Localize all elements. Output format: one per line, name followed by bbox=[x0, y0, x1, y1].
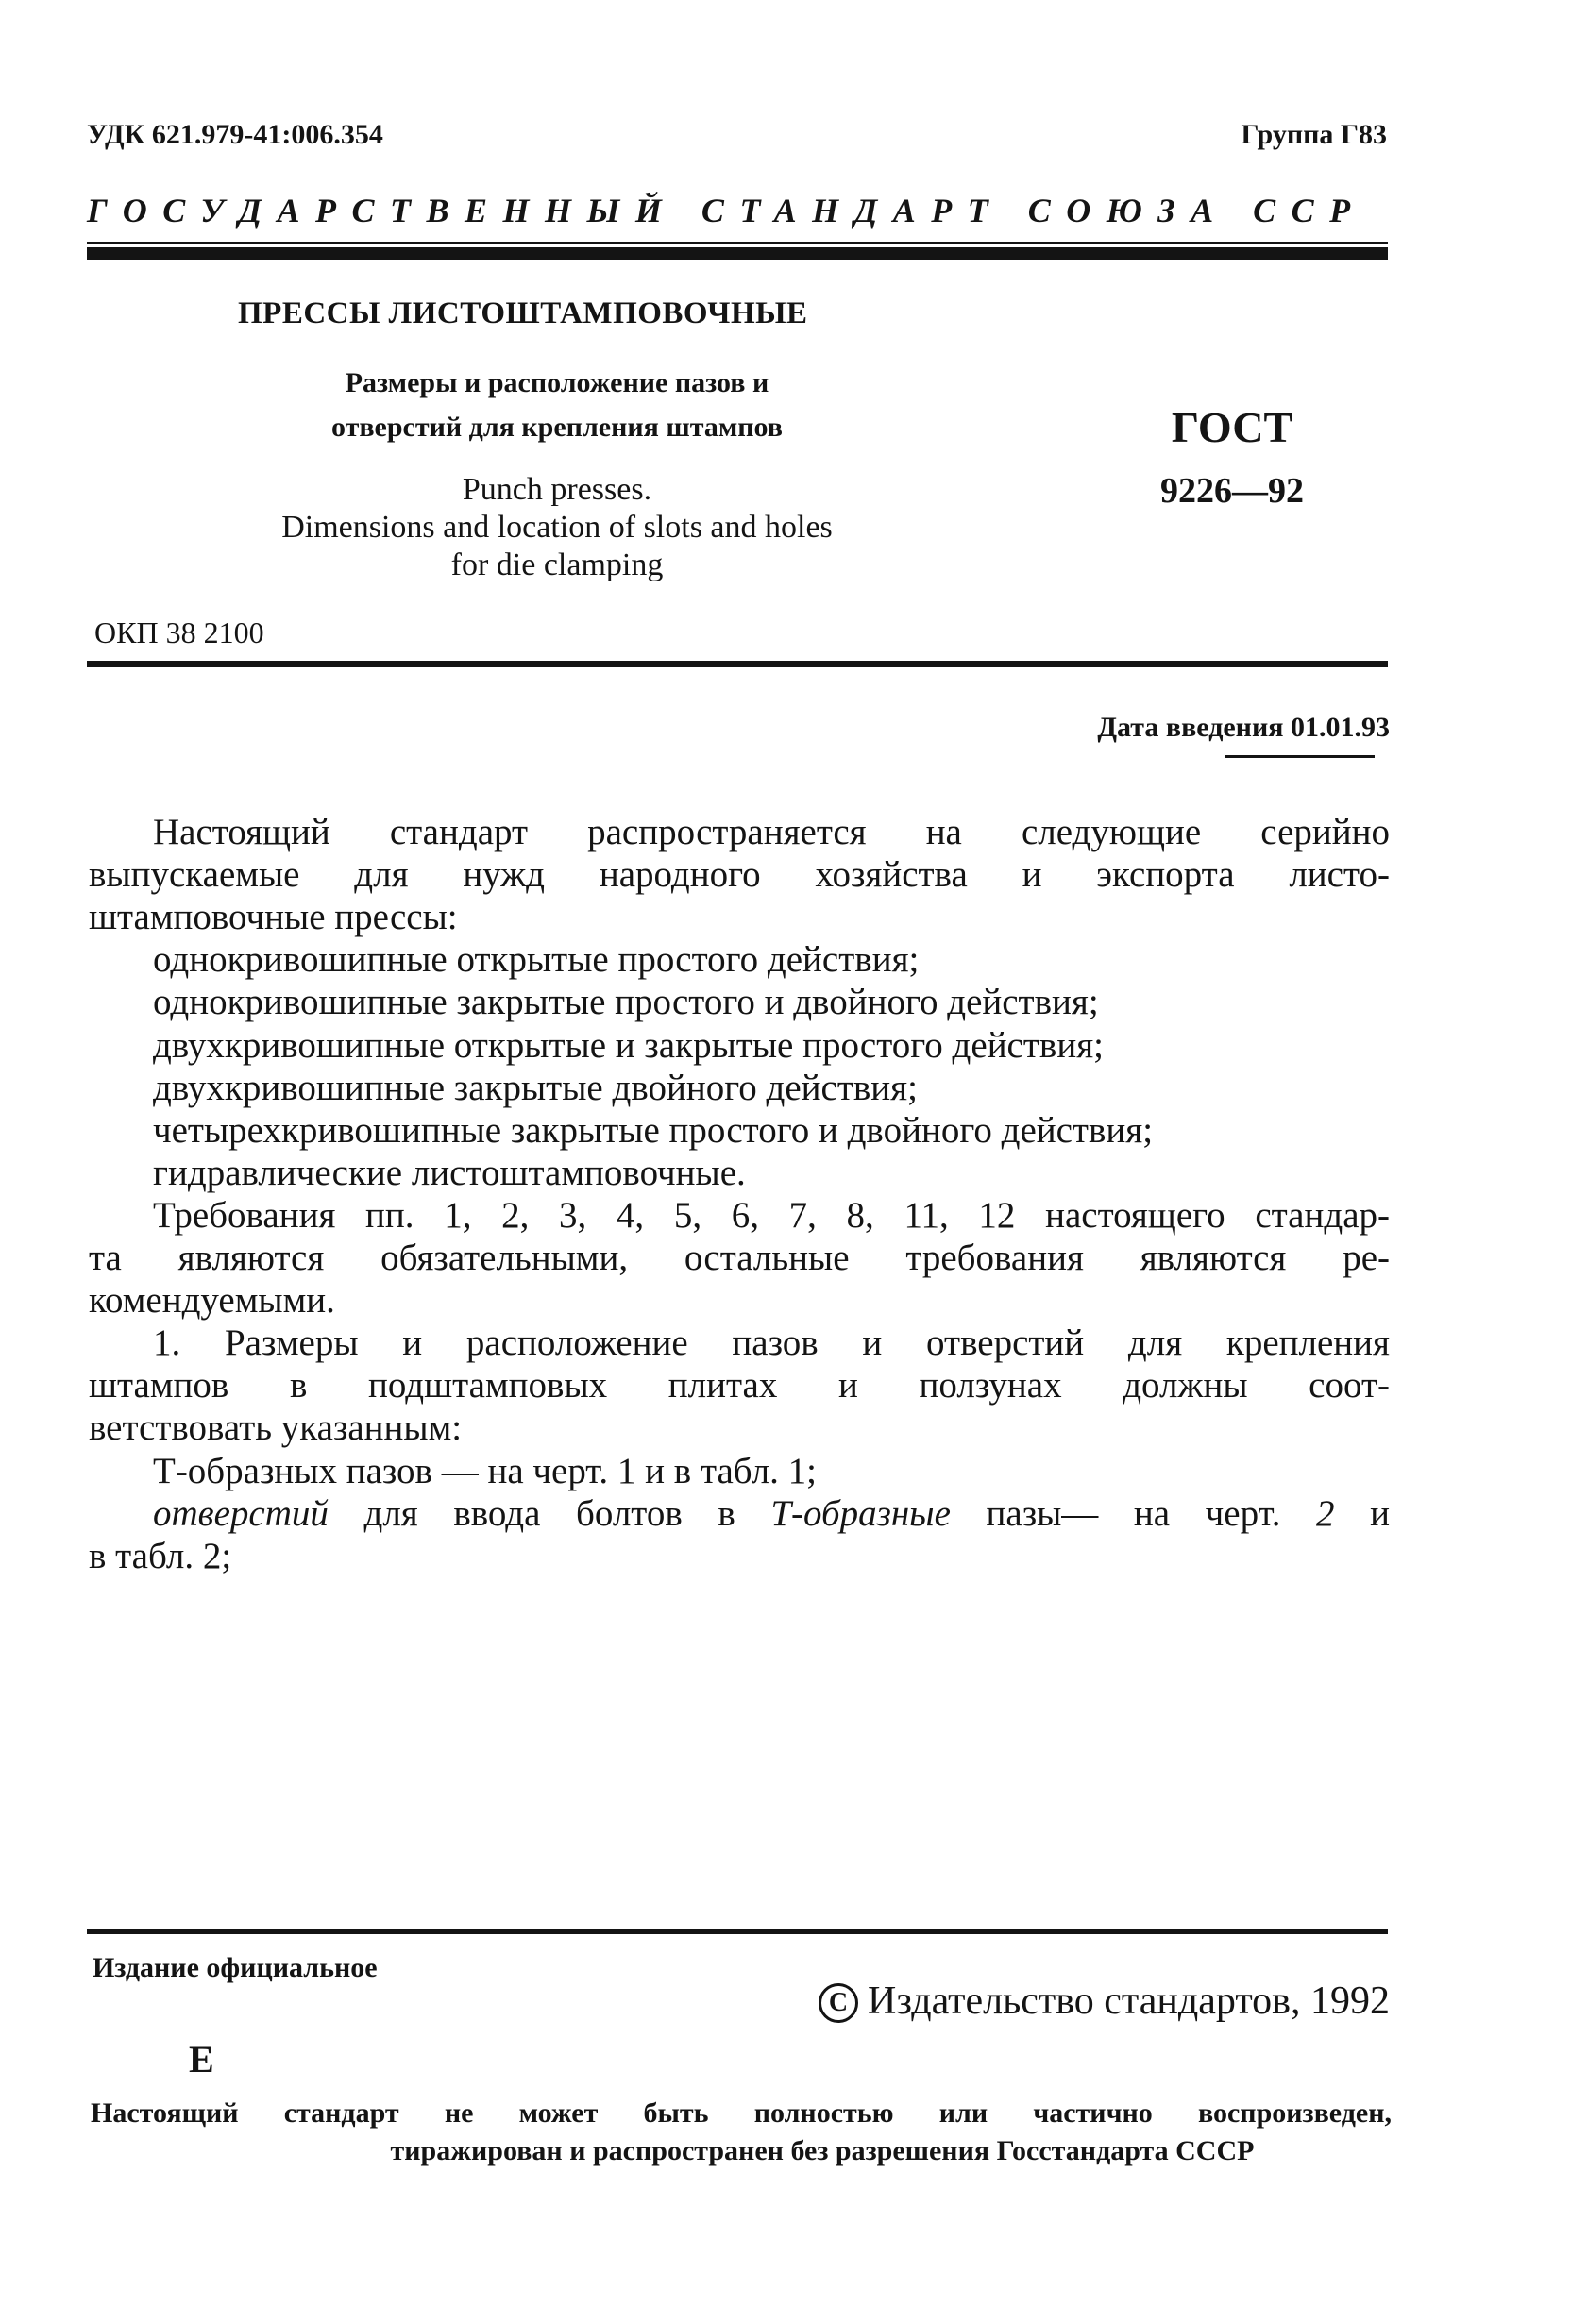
italic-run: отверстий bbox=[153, 1492, 329, 1534]
header-thin-rule bbox=[87, 242, 1388, 244]
body-line: 1. Размеры и расположение пазов и отверстий для крепления bbox=[153, 1322, 1390, 1364]
document-title: ПРЕССЫ ЛИСТОШТАМПОВОЧНЫЕ bbox=[238, 296, 808, 330]
introduction-date: Дата введения 01.01.93 bbox=[1097, 712, 1390, 743]
body-line: штамповочные прессы: bbox=[89, 897, 458, 938]
body-line: двухкривошипные открытые и закрытые простого действия; bbox=[153, 1024, 1104, 1066]
okp-code: ОКП 38 2100 bbox=[94, 615, 264, 649]
body-line: комендуемыми. bbox=[89, 1280, 335, 1322]
text-run: для ввода болтов в bbox=[328, 1492, 771, 1534]
reproduction-notice-line: Настоящий стандарт не может быть полностью или частично воспроизведен, bbox=[91, 2097, 1392, 2129]
italic-run: Т-образные bbox=[770, 1492, 951, 1534]
body-line: однокривошипные закрытые простого и двойного действия; bbox=[153, 982, 1099, 1023]
text-run: и bbox=[1334, 1492, 1390, 1534]
text-run: пазы— на черт. bbox=[950, 1492, 1317, 1534]
gost-number: 9226—92 bbox=[1160, 471, 1304, 511]
reproduction-notice-line: тиражирован и распространен без разрешения Госстандарта СССР bbox=[390, 2135, 1255, 2166]
copyright-line bbox=[819, 1979, 1390, 2024]
subtitle-ru-line: Размеры и расположение пазов и bbox=[345, 367, 769, 398]
subtitle-ru-line: отверстий для крепления штампов bbox=[330, 412, 784, 443]
body-line-mixed bbox=[89, 1493, 1390, 1535]
state-standard-heading: ГОСУДАРСТВЕННЫЙ СТАНДАРТ СОЮЗА ССР bbox=[87, 192, 1366, 229]
subtitle-en-line: Punch presses. bbox=[462, 472, 652, 507]
copyright-icon: C bbox=[819, 1983, 858, 2023]
body-line: четырехкривошипные закрытые простого и двойного действия; bbox=[153, 1109, 1154, 1151]
body-line: однокривошипные открытые простого действия; bbox=[153, 939, 920, 981]
gost-label: ГОСТ bbox=[1171, 403, 1293, 451]
title-block-rule bbox=[87, 661, 1388, 667]
letter-mark: Е bbox=[189, 2038, 214, 2080]
udk-code: УДК 621.979-41:006.354 bbox=[87, 119, 383, 150]
body-line: выпускаемые для нужд народного хозяйства и экспорта листо- bbox=[89, 854, 1390, 896]
body-line: ветствовать указанным: bbox=[89, 1407, 463, 1449]
official-edition-label: Издание официальное bbox=[93, 1952, 378, 1983]
copyright-text: Издательство стандартов, 1992 bbox=[868, 1979, 1390, 2023]
body-line: гидравлические листоштамповочные. bbox=[153, 1152, 746, 1193]
body-line: Настоящий стандарт распространяется на следующие серийно bbox=[153, 812, 1390, 852]
body-line: Требования пп. 1, 2, 3, 4, 5, 6, 7, 8, 11, 12 настоящего стандар- bbox=[153, 1194, 1390, 1236]
subtitle-en-line: Dimensions and location of slots and holes bbox=[281, 510, 833, 545]
date-underline bbox=[1225, 755, 1375, 758]
body-line: в табл. 2; bbox=[89, 1535, 232, 1576]
body-line: двухкривошипные закрытые двойного действия; bbox=[153, 1067, 918, 1108]
body-line: штампов в подштамповых плитах и ползунах должны соот- bbox=[89, 1365, 1390, 1406]
header-thick-rule bbox=[87, 247, 1388, 260]
footer-rule bbox=[87, 1929, 1388, 1934]
italic-run: 2 bbox=[1316, 1492, 1335, 1534]
subtitle-en-line: for die clamping bbox=[450, 547, 664, 582]
group-code: Группа Г83 bbox=[1241, 119, 1387, 150]
body-line: Т-образных пазов — на черт. 1 и в табл. 1; bbox=[153, 1450, 817, 1491]
body-line: та являются обязательными, остальные требования являются ре- bbox=[89, 1238, 1390, 1278]
